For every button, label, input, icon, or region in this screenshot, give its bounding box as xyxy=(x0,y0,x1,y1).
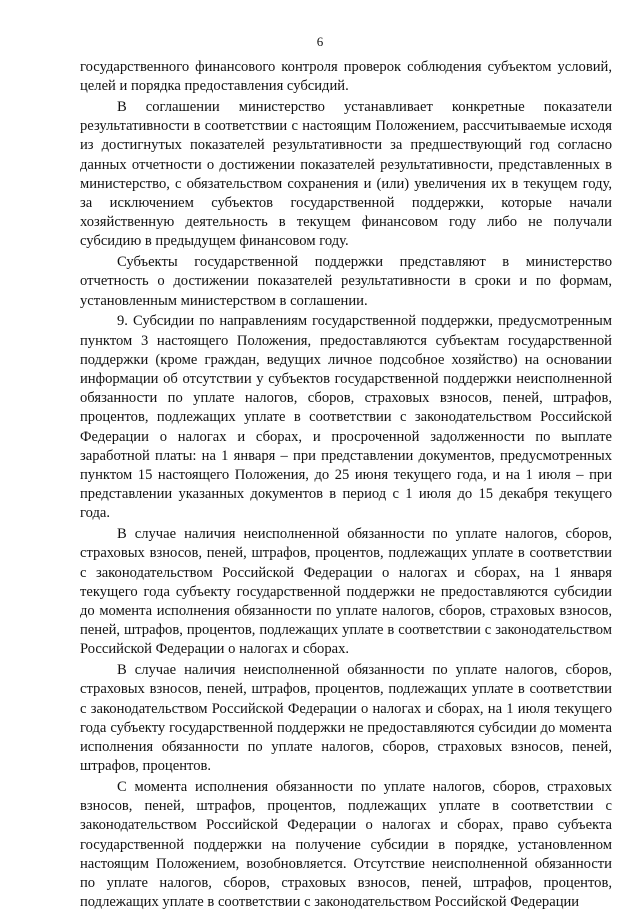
paragraph: В соглашении министерство устанавливает конкретные показатели результативности в соответствии с настоящим Положением, рассчитываемые исходя из достигнутых показателей результативности за предшествующий год согласно данных отчетности о достижении показателей результативности, представленных в министерство, с обязательством сохранения и (или) увеличения их в текущем году, за исключением субъектов государственной поддержки, которые начали хозяйственную деятельность в текущем финансовом году либо не получали субсидию в предыдущем финансовом году. xyxy=(80,99,612,250)
document-body xyxy=(80,58,612,914)
paragraph: С момента исполнения обязанности по уплате налогов, сборов, страховых взносов, пеней, штрафов, процентов, подлежащих уплате в соответствии с законодательством Российской Федерации о налогах и сборах, право субъекта государственной поддержки на получение субсидии в порядке, установленном настоящим Положением, возобновляется. Отсутствие неисполненной обязанности по уплате налогов, сборов, страховых взносов, пеней, штрафов, процентов, подлежащих уплате в соответствии с законодательством Российской Федерации xyxy=(80,779,612,911)
paragraph-item-9: 9. Субсидии по направлениям государственной поддержки, предусмотренным пунктом 3 настоящего Положения, предоставляются субъектам государственной поддержки (кроме граждан, ведущих личное подсобное хозяйство) на основании информации об отсутствии у субъектов государственной поддержки неисполненной обязанности по уплате налогов, сборов, страховых взносов, пеней, штрафов, процентов, подлежащих уплате в соответствии с законодательством Российской Федерации о налогах и сборах, и просроченной задолженности по выплате заработной платы: на 1 января – при представлении документов, предусмотренных пунктом 15 настоящего Положения, до 25 июня текущего года, и на 1 июля – при представлении указанных документов в период с 1 июля до 15 декабря текущего года. xyxy=(80,313,612,522)
paragraph: Субъекты государственной поддержки представляют в министерство отчетность о достижении показателей результативности в сроки и по формам, установленным министерством в соглашении. xyxy=(80,254,612,309)
page-number: 6 xyxy=(316,34,324,49)
paragraph: В случае наличия неисполненной обязанности по уплате налогов, сборов, страховых взносов, пеней, штрафов, процентов, подлежащих уплате в соответствии с законодательством Российской Федерации о налогах и сборах, на 1 июля текущего года субъекту государственной поддержки не предоставляются субсидии до момента исполнения обязанности по уплате налогов, сборов, страховых взносов, пеней, штрафов, процентов. xyxy=(80,662,612,775)
paragraph: В случае наличия неисполненной обязанности по уплате налогов, сборов, страховых взносов, пеней, штрафов, процентов, подлежащих уплате в соответствии с законодательством Российской Федерации о налогах и сборах, на 1 января текущего года субъекту государственной поддержки не предоставляются субсидии до момента исполнения обязанности по уплате налогов, сборов, страховых взносов, пеней, штрафов, процентов, подлежащих уплате в соответствии с законодательством Российской Федерации о налогах и сборах. xyxy=(80,526,612,658)
paragraph-continuation: государственного финансового контроля проверок соблюдения субъектом условий, целей и порядка предоставления субсидий. xyxy=(80,59,612,95)
